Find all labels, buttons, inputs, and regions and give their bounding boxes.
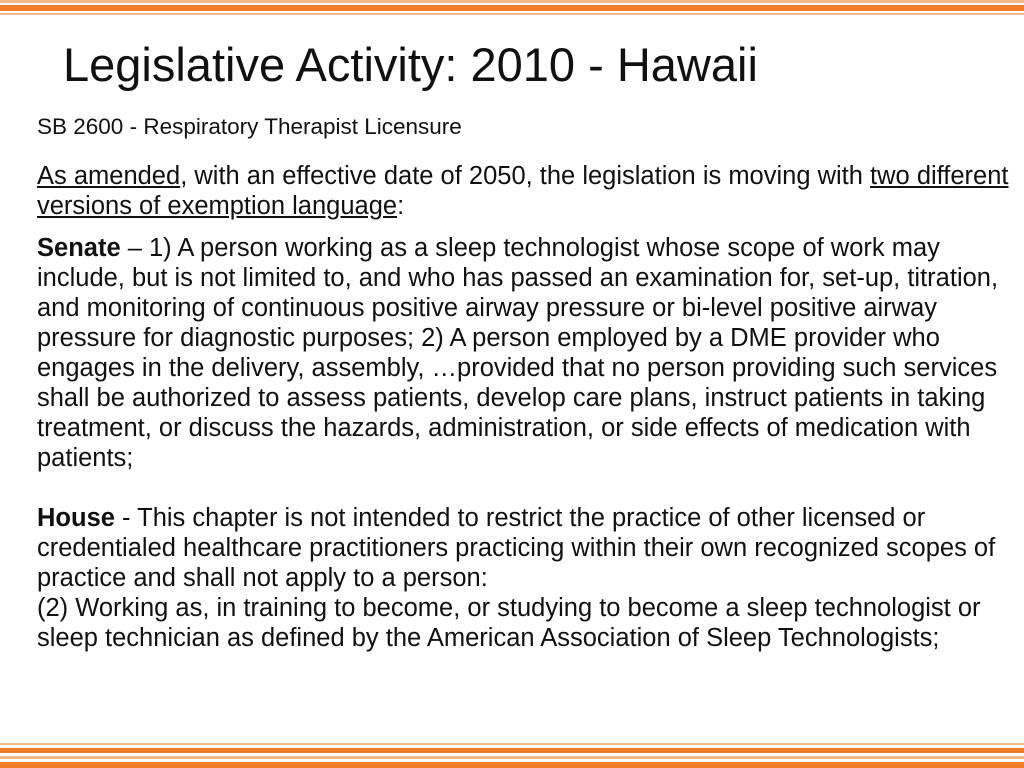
senate-text: – 1) A person working as a sleep technologist whose scope of work may include, but is not limited to, and who has passed an examination for, set-up, titration, and monitoring of continuous positive airway pressure or bi-level positive airway pressure for diagnostic purposes; 2) A person employed by a DME provider who engages in the delivery, assembly, …provided that no person providing such services shall be authorized to assess patients, develop care plans, instruct patients in taking treatment, or discuss the hazards, administration, or side effects of medication with patients; <box>37 234 999 472</box>
bottom-stripe-light <box>0 756 1024 759</box>
exemption-language-text: two different versions of exemption language <box>37 162 1009 220</box>
house-item-2: (2) Working as, in training to become, or studying to become a sleep technologist or sleep technician as defined by the American Association of Sleep Technologists; <box>37 594 981 652</box>
top-stripe-thin <box>0 13 1024 15</box>
bottom-stripe-base <box>0 762 1024 768</box>
senate-paragraph <box>37 233 1019 473</box>
slide-body <box>37 113 1019 653</box>
bottom-stripe-dark <box>0 748 1024 753</box>
senate-label: Senate <box>37 234 121 262</box>
paragraph-spacer <box>37 473 1019 503</box>
house-label: House <box>37 504 115 532</box>
intro-text-1: , with an effective date of 2050, the legislation is moving with <box>180 162 871 190</box>
intro-text-2: : <box>397 192 405 220</box>
intro-paragraph <box>37 161 1019 221</box>
house-paragraph <box>37 503 1019 593</box>
slide-title: Legislative Activity: 2010 - Hawaii <box>63 38 758 91</box>
bill-subtitle: SB 2600 - Respiratory Therapist Licensure <box>37 114 462 139</box>
top-stripe-dark <box>0 5 1024 11</box>
house-text: - This chapter is not intended to restrict the practice of other licensed or credentialed healthcare practitioners practicing within their own recognized scopes of practice and shall not apply to a person: <box>37 504 996 592</box>
top-stripe-light <box>0 0 1024 3</box>
bottom-stripe-thin <box>0 743 1024 745</box>
as-amended-text: As amended <box>37 162 181 190</box>
